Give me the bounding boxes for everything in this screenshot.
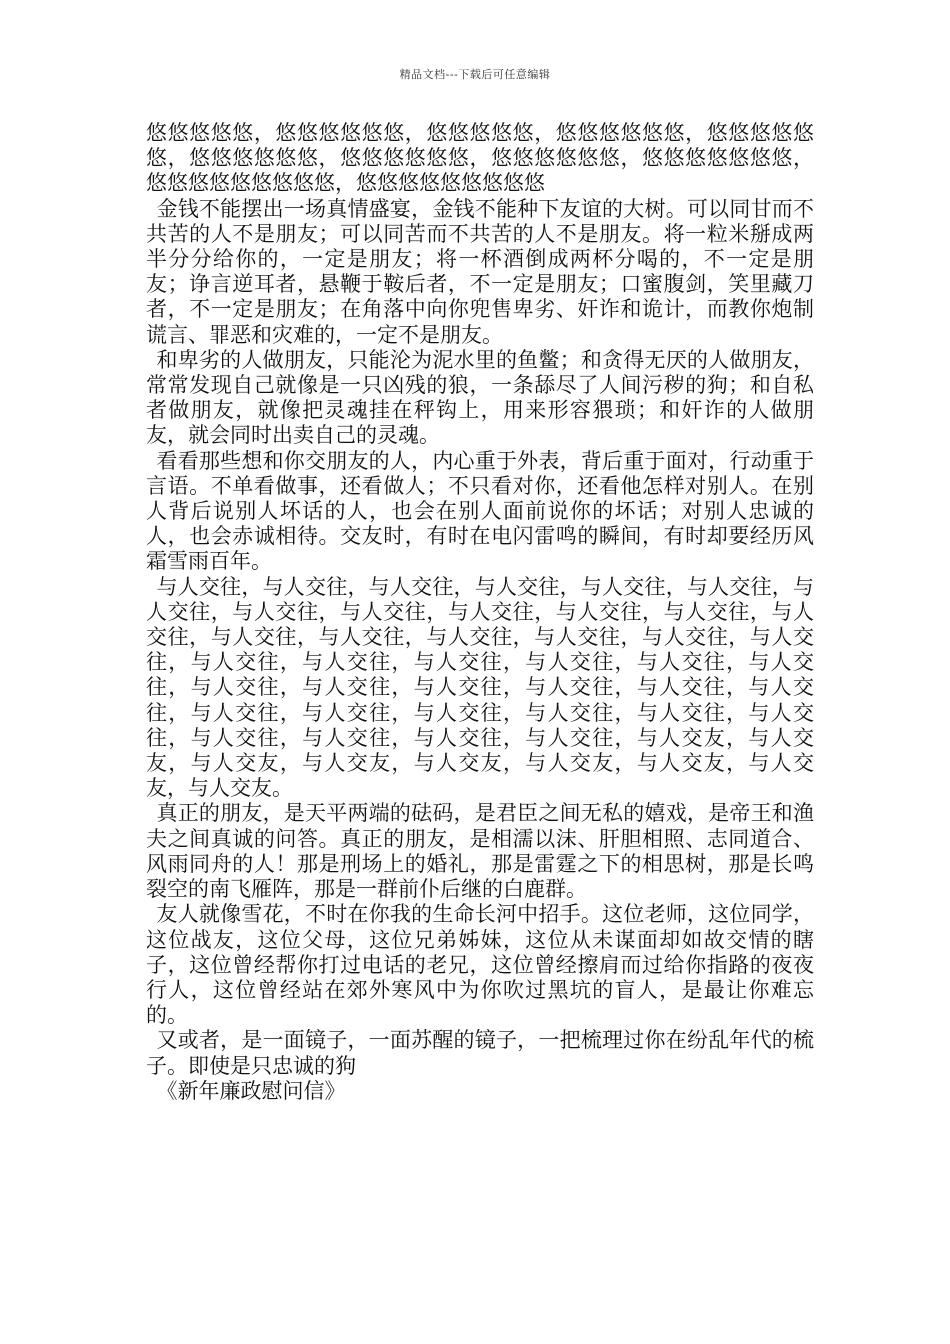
document-body — [146, 121, 814, 1104]
closing-title: 《新年廉政慰问信》 — [156, 1078, 346, 1103]
paragraph-snowflake: 友人就像雪花，不时在你我的生命长河中招手。这位老师，这位同学，这位战友，这位父母，这位兄弟姊妹，这位从未谋面却如故交情的瞎子，这位曾经帮你打过电话的老兄，这位曾经擦肩而过给你指路的夜夜行人，这位曾经站在郊外寒风中为你吹过黑坑的盲人，是最让你难忘的。 — [146, 902, 814, 1028]
paragraph-interaction: 与人交往，与人交往，与人交往，与人交往，与人交往，与人交往，与人交往，与人交往，与人交往，与人交往，与人交往，与人交往，与人交往，与人交往，与人交往，与人交往，与人交往，与人交往，与人交往，与人交往，与人交往，与人交往，与人交往，与人交往，与人交往，与人交往，与人交往，与人交往，与人交往，与人交往，与人交往，与人交往，与人交往，与人交往，与人交往，与人交往，与人交往，与人交往，与人交往，与人交往，与人交往，与人交友，与人交友，与人交友，与人交友，与人交友，与人交友，与人交友，与人交友，与人交友。 — [146, 574, 814, 801]
paragraph-bad-friends: 和卑劣的人做朋友，只能沦为泥水里的鱼鳖；和贪得无厌的人做朋友，常常发现自己就像是一只凶残的狼，一条舔尽了人间污秽的狗；和自私者做朋友，就像把灵魂挂在秤钩上，用来形容猥琐；和奸诈的人做朋友，就会同时出卖自己的灵魂。 — [146, 347, 814, 448]
paragraph-money-friendship: 金钱不能摆出一场真情盛宴，金钱不能种下友谊的大树。可以同甘而不共苦的人不是朋友；可以同苦而不共苦的人不是朋友。将一粒米掰成两半分分给你的，一定是朋友；将一杯酒倒成两杯分喝的，不一定是朋友；诤言逆耳者，悬鞭于鞍后者，不一定是朋友；口蜜腹剑，笑里藏刀者，不一定是朋友；在角落中向你兜售卑劣、奸诈和诡计，而教你炮制谎言、罪恶和灾难的，一定不是朋友。 — [146, 196, 814, 347]
page-header: 精品文档---下载后可任意编辑 — [399, 68, 551, 81]
paragraph-mirror: 又或者，是一面镜子，一面苏醒的镜子，一把梳理过你在纷乱年代的梳子。即使是只忠诚的狗 — [146, 1028, 814, 1078]
paragraph-true-friend: 真正的朋友，是天平两端的砝码，是君臣之间无私的嬉戏，是帝王和渔夫之间真诚的问答。真正的朋友，是相濡以沫、肝胆相照、志同道合、风雨同舟的人！那是刑场上的婚礼，那是雷霆之下的相思树，那是长鸣裂空的南飞雁阵，那是一群前仆后继的白鹿群。 — [146, 801, 814, 902]
paragraph-judge-friends: 看看那些想和你交朋友的人，内心重于外表，背后重于面对，行动重于言语。不单看做事，还看做人；不只看对你，还看他怎样对别人。在别人背后说别人坏话的人，也会在别人面前说你的坏话；对别人忠诚的人，也会赤诚相待。交友时，有时在电闪雷鸣的瞬间，有时却要经历风霜雪雨百年。 — [146, 448, 814, 574]
paragraph-repeated-you: 悠悠悠悠悠，悠悠悠悠悠悠，悠悠悠悠悠，悠悠悠悠悠悠，悠悠悠悠悠悠，悠悠悠悠悠悠，悠悠悠悠悠悠，悠悠悠悠悠悠，悠悠悠悠悠悠悠，悠悠悠悠悠悠悠悠悠，悠悠悠悠悠悠悠悠悠 — [146, 121, 814, 196]
